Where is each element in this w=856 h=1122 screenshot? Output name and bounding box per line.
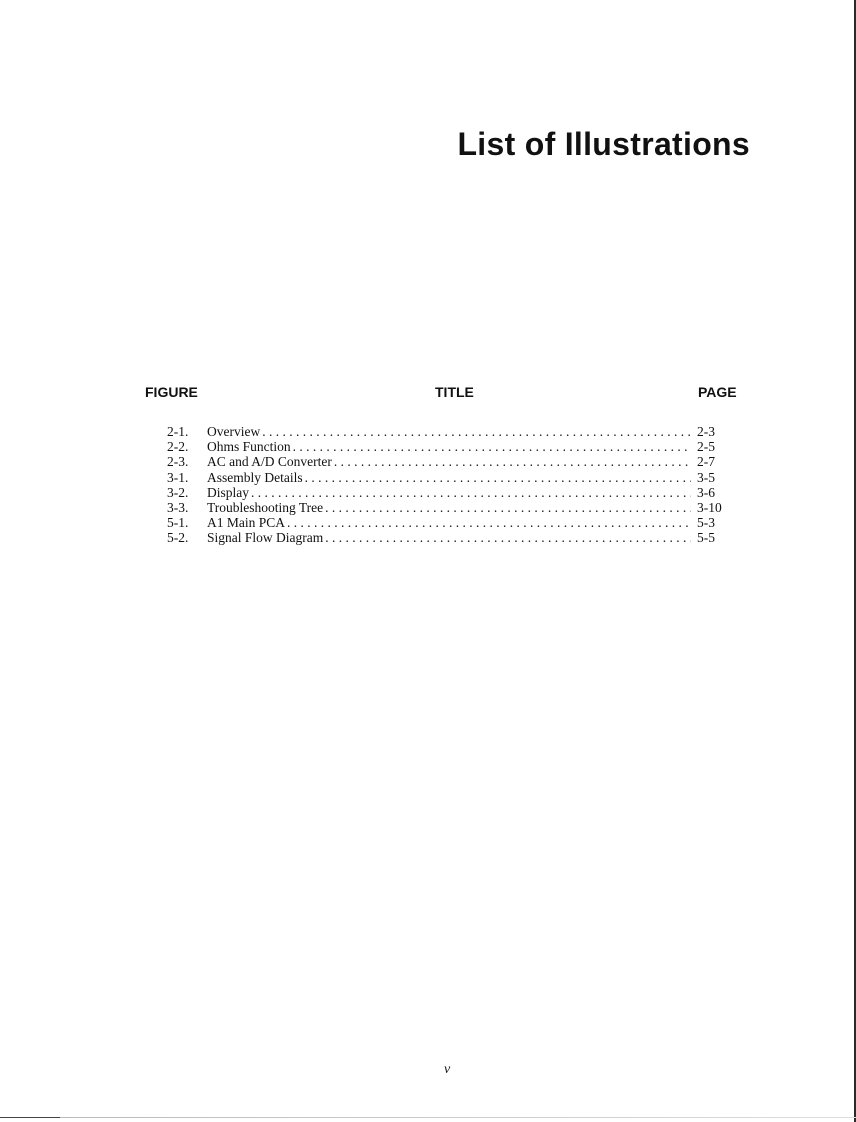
figure-title: A1 Main PCA bbox=[207, 515, 286, 531]
list-item bbox=[167, 454, 739, 469]
list-item bbox=[167, 485, 739, 500]
scan-edge-bottom bbox=[0, 1117, 856, 1118]
figure-number: 2-3. bbox=[167, 454, 189, 470]
figure-page: 5-3 bbox=[697, 515, 715, 531]
list-item bbox=[167, 424, 739, 439]
figure-number: 2-2. bbox=[167, 439, 189, 455]
list-item bbox=[167, 530, 739, 545]
dot-leader bbox=[293, 439, 691, 454]
figure-title: Assembly Details bbox=[207, 469, 303, 485]
column-header-page: PAGE bbox=[698, 384, 737, 400]
illustrations-list bbox=[167, 424, 739, 546]
dot-leader bbox=[334, 454, 691, 469]
list-item bbox=[167, 500, 739, 515]
figure-title: Display bbox=[207, 484, 249, 500]
column-header-title: TITLE bbox=[435, 384, 474, 400]
dot-leader bbox=[325, 530, 691, 545]
figure-number: 5-1. bbox=[167, 515, 189, 531]
list-item bbox=[167, 515, 739, 530]
figure-page: 3-6 bbox=[697, 484, 715, 500]
figure-title: Overview bbox=[207, 424, 261, 439]
figure-page: 2-5 bbox=[697, 439, 715, 455]
figure-page: 2-3 bbox=[697, 424, 715, 439]
figure-number: 2-1. bbox=[167, 424, 189, 439]
column-header-figure: FIGURE bbox=[145, 384, 198, 400]
figure-title: Signal Flow Diagram bbox=[207, 530, 324, 546]
page-number: v bbox=[444, 1062, 451, 1077]
dot-leader bbox=[305, 470, 691, 485]
figure-page: 2-7 bbox=[697, 454, 715, 470]
dot-leader bbox=[262, 424, 691, 439]
list-item bbox=[167, 439, 739, 454]
figure-title: Troubleshooting Tree bbox=[207, 499, 324, 515]
figure-number: 3-1. bbox=[167, 469, 189, 485]
dot-leader bbox=[251, 485, 691, 500]
figure-number: 3-3. bbox=[167, 499, 189, 515]
dot-leader bbox=[325, 500, 691, 515]
figure-page: 3-5 bbox=[697, 469, 715, 485]
list-item bbox=[167, 470, 739, 485]
page-title: List of Illustrations bbox=[457, 126, 750, 162]
figure-number: 5-2. bbox=[167, 530, 189, 546]
figure-number: 3-2. bbox=[167, 484, 189, 500]
dot-leader bbox=[287, 515, 691, 530]
figure-title: AC and A/D Converter bbox=[207, 454, 332, 470]
figure-page: 5-5 bbox=[697, 530, 715, 546]
figure-page: 3-10 bbox=[697, 499, 722, 515]
figure-title: Ohms Function bbox=[207, 439, 291, 455]
